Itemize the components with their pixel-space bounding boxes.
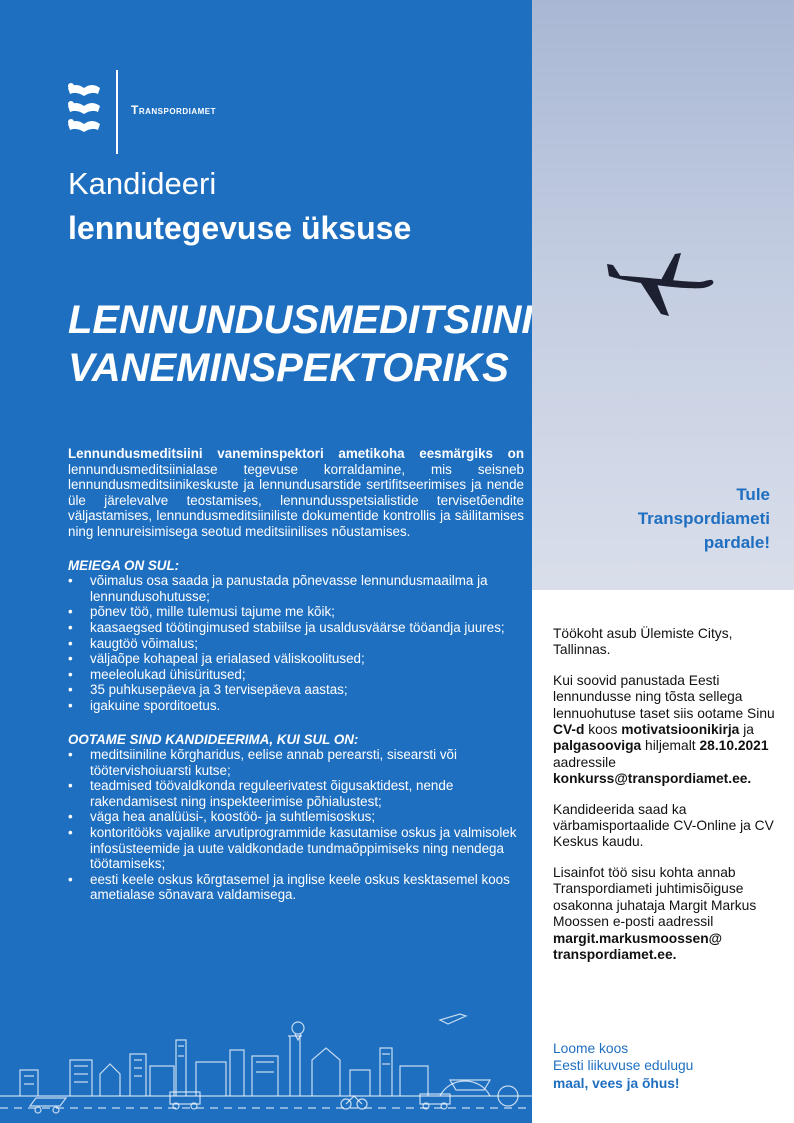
position-title (68, 296, 532, 392)
airplane-icon (605, 250, 715, 325)
tagline (638, 483, 770, 555)
list-item: • meditsiiniline kõrgharidus, eelise annab perearsti, sisearsti või töötervishoiuarsti kutse; (68, 747, 457, 778)
list-item: • igakuine sporditoetus. (68, 697, 221, 713)
job-description (68, 446, 524, 921)
contact-paragraph: Lisainfot töö sisu kohta annab Transpordiameti juhtimisõiguse osakonna juhataja Margit Markus Moossen e-posti aadressil margit.markusmoossen@ transpordiamet.ee. (553, 864, 757, 962)
tagline-line2: Transpordiameti (637, 509, 770, 528)
coat-of-arms-icon (62, 80, 106, 142)
intro-text: lennundusmeditsiinialase tegevuse korraldamine, mis seisneb lennundusmeditsiinikeskuste ja lennundusarstide sertifitseerimises ja nende üle järelevalve teostamises, lennundusspetsialistide tervisetõendite väljastamises, lennundusmeditsiiniliste dokumentide kontrollis ja säilitamises ning lennureisimisega seotud meditsiinilises nõustamises. (68, 461, 524, 539)
contact-email[interactable]: margit.markusmoossen@ transpordiamet.ee. (553, 930, 723, 962)
apply-paragraph: Kui soovid panustada Eesti lennundusse ning tõsta sellega lennuohutuse taset siis ootame Sinu CV-d koos motivatsioonikirja ja palgasooviga hiljemalt 28.10.2021 aadressile konkurss@transpordiamet.ee. (553, 672, 775, 787)
slogan-line1: Loome koos (553, 1041, 629, 1056)
slogan-line2: Eesti liikuvuse edulugu (553, 1058, 694, 1074)
requirements-list (68, 747, 524, 903)
list-item: • meeleolukad ühisüritused; (68, 666, 246, 682)
city-skyline-illustration (0, 1000, 532, 1123)
list-item: • 35 puhkusepäeva ja 3 tervisepäeva aastas; (68, 682, 348, 698)
slogan (553, 1040, 693, 1092)
intro-paragraph (68, 446, 524, 540)
slogan-line3: maal, vees ja õhus! (553, 1075, 680, 1091)
requirements-title: OOTAME SIND KANDIDEERIMA, KUI SUL ON: (68, 731, 359, 747)
list-item: • kontoritööks vajalike arvutiprogrammide kasutamise oskus ja valmisolek infosüsteemide ja uute valdkondade tundmaõppimiseks ning nendega töötamiseks; (68, 825, 517, 872)
logo-divider (116, 70, 118, 154)
offer-list (68, 573, 524, 713)
heading-line1: Kandideeri (68, 166, 217, 201)
offer-title: MEIEGA ON SUL: (68, 557, 180, 573)
position-title-line1: LENNUNDUSMEDITSIINI (68, 298, 532, 342)
application-email[interactable]: konkurss@transpordiamet.ee. (553, 771, 752, 787)
portals-text: Kandideerida saad ka värbamisportaalide CV-Online ja CV Keskus kaudu. (553, 801, 774, 850)
logo-text: Transpordiamet (131, 103, 216, 117)
sky-photo (532, 0, 794, 590)
list-item: • võimalus osa saada ja panustada põnevasse lennundusmaailma ja lennundusohutusse; (68, 573, 488, 604)
list-item: • väljaõpe kohapeal ja erialased väliskoolitused; (68, 651, 365, 667)
list-item: • eesti keele oskus kõrgtasemel ja inglise keele oskus kesktasemel koos ametialase sõnavara valdamisega. (68, 871, 510, 903)
list-item: • kaasaegsed töötingimused stabiilse ja usaldusväärse tööandja juures; (68, 619, 505, 635)
tagline-line1: Tule (736, 485, 770, 504)
location-text: Töökoht asub Ülemiste Citys, Tallinnas. (553, 626, 733, 658)
tagline-line3: pardale! (703, 533, 770, 552)
list-item: • põnev töö, mille tulemusi tajume me kõik; (68, 604, 335, 620)
position-title-line2: VANEMINSPEKTORIKS (68, 346, 509, 390)
list-item: • teadmised töövaldkonda reguleerivatest õigusaktidest, nende rakendamisest ning inspekteerimise põhialustest; (68, 778, 454, 809)
heading-line2: lennutegevuse üksuse (68, 210, 412, 246)
application-info (553, 626, 785, 977)
intro-bold: Lennundusmeditsiini vaneminspektori ametikoha eesmärgiks on (68, 446, 524, 461)
list-item: • väga hea analüüsi-, koostöö- ja suhtlemisoskus; (68, 809, 376, 825)
list-item: • kaugtöö võimalus; (68, 635, 198, 651)
